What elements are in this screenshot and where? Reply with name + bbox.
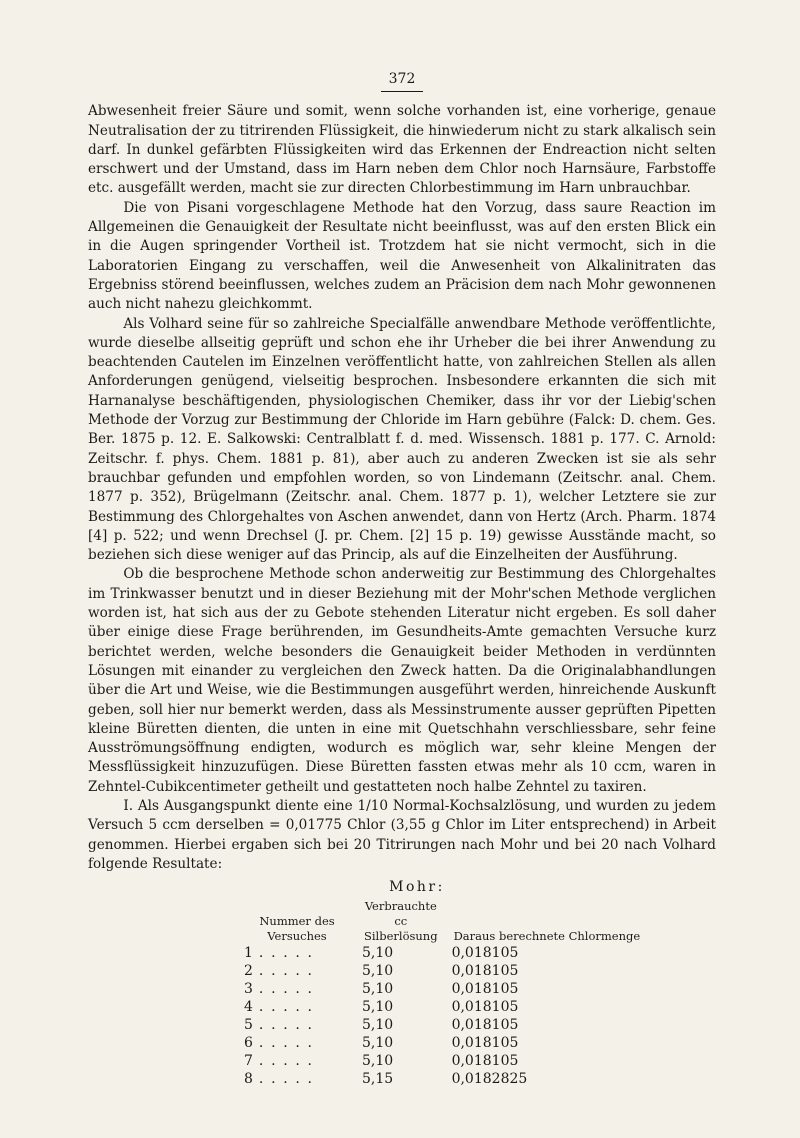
cell-number: [238, 1034, 356, 1052]
leader-dots: .....: [258, 1035, 320, 1052]
column-header-chlor: Daraus berechnete Chlormenge: [453, 929, 641, 944]
paragraph: Abwesenheit freier Säure und somit, wenn solche vorhanden ist, eine vorherige, genaue Neutralisation der zu titrirenden Flüssigkeit, die hinwiederum nicht zu stark alkalisch sein darf. In dunkel gefärbten Flüssigkeiten wird das Erkennen der Endreaction nicht selten erschwert und der Umstand, dass im Harn neben dem Chlor noch Harnsäure, Farbstoffe etc. ausgefällt werden, macht sie zur directen Chlorbestimmung im Harn unbrauchbar.: [88, 103, 716, 197]
leader-dots: .....: [258, 981, 320, 998]
cell-chlor: 0,018105: [451, 963, 519, 980]
table-row: [238, 1034, 648, 1052]
document-page: [88, 70, 716, 1088]
table-row: [238, 944, 648, 962]
cell-cc: 5,10: [362, 981, 394, 998]
table-row: [238, 998, 648, 1016]
cell-number: [238, 1070, 356, 1088]
paragraph: Die von Pisani vorgeschlagene Methode hat den Vorzug, dass saure Reaction im Allgemeinen die Genauigkeit der Resultate nicht beeinflusst, was auf den ersten Blick ein in die Augen springender Vortheil ist. Trotzdem hat sie nicht vermocht, sich in die Laboratorien Eingang zu verschaffen, weil die Anwesenheit von Alkalinitraten das Ergebniss störend beeinflussen, welches zudem an Präcision dem nach Mohr gewonnenen auch nicht nahezu gleichkommt.: [88, 199, 716, 313]
experiment-number: 7: [244, 1053, 253, 1070]
cell-number: [238, 944, 356, 962]
experiment-number: 3: [244, 981, 253, 998]
cell-cc: 5,10: [362, 945, 394, 962]
cell-cc: 5,10: [362, 999, 394, 1016]
experiment-number: 5: [244, 1017, 253, 1034]
table-row: [238, 980, 648, 998]
cell-number: [238, 998, 356, 1016]
experiment-number: 8: [244, 1071, 253, 1088]
results-table: [238, 899, 648, 1088]
cell-number: [238, 962, 356, 980]
experiment-number: 2: [244, 963, 253, 980]
cell-cc: 5,10: [362, 1017, 394, 1034]
leader-dots: .....: [258, 1017, 320, 1034]
experiment-number: 1: [244, 945, 253, 962]
leader-dots: .....: [258, 1053, 320, 1070]
cell-chlor: 0,018105: [451, 1035, 519, 1052]
column-header-cc: Verbrauchte cc Silberlösung: [364, 899, 438, 944]
column-header-number: Nummer des Versuches: [259, 914, 335, 944]
cell-cc: 5,10: [362, 963, 394, 980]
cell-number: [238, 1052, 356, 1070]
cell-chlor: 0,018105: [451, 999, 519, 1016]
leader-dots: .....: [258, 963, 320, 980]
cell-cc: 5,10: [362, 1053, 394, 1070]
cell-chlor: 0,018105: [451, 945, 519, 962]
leader-dots: .....: [258, 1071, 320, 1088]
cell-chlor: 0,0182825: [451, 1071, 528, 1088]
paragraph: Ob die besprochene Methode schon anderweitig zur Bestimmung des Chlorgehaltes im Trinkwasser benutzt und in dieser Beziehung mit der Mohr'schen Methode verglichen worden ist, hat sich aus der zu Gebote stehenden Literatur nicht ergeben. Es soll daher über einige diese Frage berührenden, im Gesundheits-Amte gemachten Versuche kurz berichtet werden, welche besonders die Genauigkeit beider Methoden in verdünnten Lösungen mit einander zu vergleichen den Zweck hatten. Da die Originalabhandlungen über die Art und Weise, wie die Bestimmungen ausgeführt werden, hinreichende Auskunft geben, soll hier nur bemerkt werden, dass als Messinstrumente ausser geprüften Pipetten kleine Büretten dienten, die unten in eine mit Quetschhahn verschliessbare, sehr feine Ausströmungsöffnung endigten, wodurch es möglich war, sehr kleine Mengen der Messflüssigkeit hinzuzufügen. Diese Büretten fassten etwas mehr als 10 ccm, waren in Zehntel-Cubikcentimeter getheilt und gestatteten noch halbe Zehntel zu taxiren.: [88, 566, 716, 795]
table-row: [238, 1070, 648, 1088]
table-row: [238, 1052, 648, 1070]
leader-dots: .....: [258, 999, 320, 1016]
cell-number: [238, 1016, 356, 1034]
cell-chlor: 0,018105: [451, 981, 519, 998]
leader-dots: .....: [258, 945, 320, 962]
table-header-row: [238, 899, 648, 944]
table-title: Mohr:: [389, 879, 445, 896]
table-row: [238, 962, 648, 980]
experiment-number: 6: [244, 1035, 253, 1052]
table-row: [238, 1016, 648, 1034]
cell-chlor: 0,018105: [451, 1017, 519, 1034]
cell-cc: 5,10: [362, 1035, 394, 1052]
cell-number: [238, 980, 356, 998]
paragraph: Als Volhard seine für so zahlreiche Specialfälle anwendbare Methode veröffentlichte, wurde dieselbe allseitig geprüft und schon ehe ihr Urheber die bei ihrer Anwendung zu beachtenden Cautelen im Einzelnen veröffentlicht hatte, von zahlreichen Stellen als allen Anforderungen genügend, vielseitig besprochen. Insbesondere erkannten die sich mit Harnanalyse beschäftigenden, physiologischen Chemiker, dass ihr vor der Liebig'schen Methode der Vorzug zur Bestimmung der Chloride im Harn gebühre (Falck: D. chem. Ges. Ber. 1875 p. 12. E. Salkowski: Centralblatt f. d. med. Wissensch. 1881 p. 177. C. Arnold: Zeitschr. f. phys. Chem. 1881 p. 81), aber auch zu anderen Zwecken ist sie als sehr brauchbar gefunden und empfohlen worden, so von Lindemann (Zeitschr. anal. Chem. 1877 p. 352), Brügelmann (Zeitschr. anal. Chem. 1877 p. 1), welcher Letztere sie zur Bestimmung des Chlorgehaltes von Aschen anwendet, dann von Hertz (Arch. Pharm. 1874 [4] p. 522; und wenn Drechsel (J. pr. Chem. [2] 15 p. 19) gewisse Ausstände macht, so beziehen sich diese weniger auf das Princip, als auf die Einzelheiten der Ausführung.: [88, 315, 716, 564]
paragraph: I. Als Ausgangspunkt diente eine 1/10 Normal-Kochsalzlösung, und wurden zu jedem Versuch 5 ccm derselben = 0,01775 Chlor (3,55 g Chlor im Liter entsprechend) in Arbeit genommen. Hierbei ergaben sich bei 20 Titrirungen nach Mohr und bei 20 nach Volhard folgende Resultate:: [88, 797, 716, 872]
page-number: 372: [88, 70, 716, 92]
cell-cc: 5,15: [362, 1071, 394, 1088]
cell-chlor: 0,018105: [451, 1053, 519, 1070]
experiment-number: 4: [244, 999, 253, 1016]
